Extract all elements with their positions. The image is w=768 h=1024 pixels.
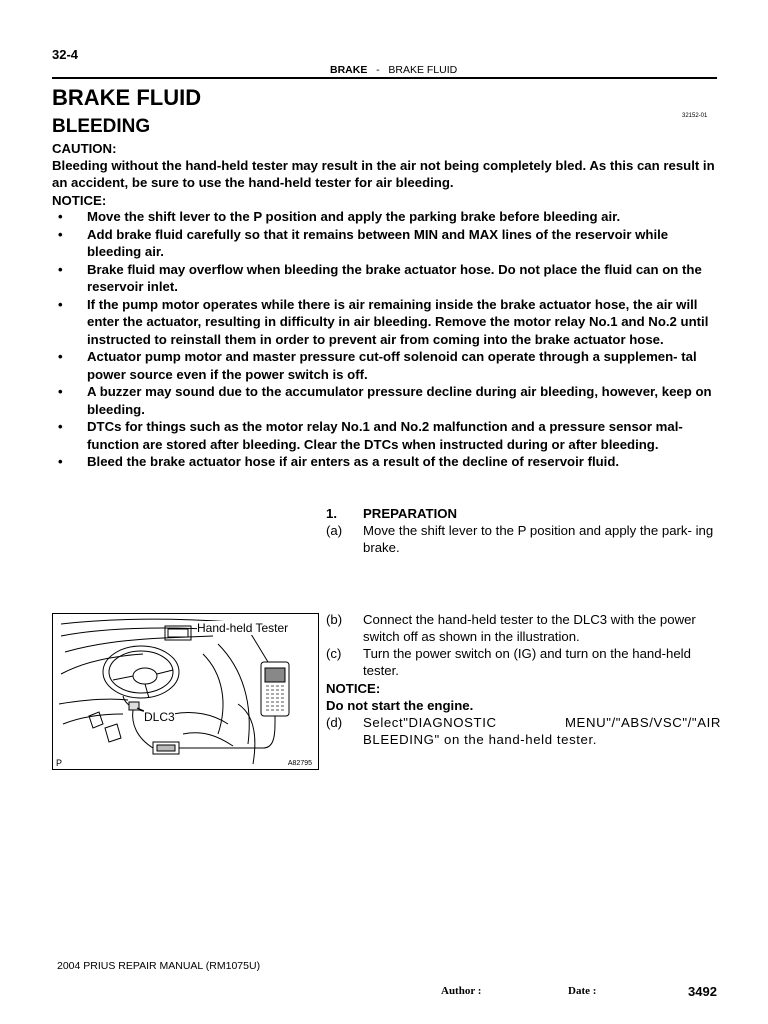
header-rule xyxy=(52,77,717,79)
step-notice-label: NOTICE: xyxy=(326,681,381,696)
figure-corner-mark: P xyxy=(56,758,63,768)
running-header xyxy=(330,64,457,76)
step-1-title: PREPARATION xyxy=(363,506,458,521)
page-title: BRAKE FLUID xyxy=(52,85,202,110)
step-d xyxy=(326,714,721,748)
header-section: BRAKE xyxy=(330,64,368,76)
dashboard-tester-drawing xyxy=(53,614,318,769)
step-1-number: 1. xyxy=(326,506,337,521)
header-subsection: BRAKE FLUID xyxy=(388,64,458,76)
caution-label: CAUTION: xyxy=(52,141,117,156)
step-d-label: (d) xyxy=(326,715,343,730)
caution-text: Bleeding without the hand-held tester may result in the air not being completely bled. As this can result in an accident, be sure to use the hand-held tester for air bleeding. xyxy=(52,158,715,190)
page-number: 32-4 xyxy=(52,47,79,62)
step-a xyxy=(326,522,721,556)
notice-item: • DTCs for things such as the motor relay No.1 and No.2 malfunction and a pressure sensor mal- function are stored after bleeding. Clear the DTCs when instructed during or after bleeding. xyxy=(52,418,720,453)
notice-list xyxy=(52,208,720,471)
step-b xyxy=(326,611,721,645)
header-separator: - xyxy=(376,64,380,76)
label-dlc3: DLC3 xyxy=(144,710,175,724)
step-b-text: Connect the hand-held tester to the DLC3 with the power switch off as shown in the illustration. xyxy=(363,612,696,644)
step-d-text: Select"DIAGNOSTIC MENU"/"ABS/VSC"/"AIR BLEEDING" on the hand-held tester. xyxy=(363,715,721,747)
figure-code: A82795 xyxy=(287,760,312,767)
notice-item: • Move the shift lever to the P position and apply the parking brake before bleeding air. xyxy=(52,208,720,226)
notice-item: • Add brake fluid carefully so that it remains between MIN and MAX lines of the reservoir while bleeding air. xyxy=(52,226,720,261)
illustration xyxy=(52,613,319,770)
notice-item: • Actuator pump motor and master pressure cut-off solenoid can operate through a supplemen- tal power source even if the power switch is off. xyxy=(52,348,720,383)
step-a-text: Move the shift lever to the P position and apply the park- ing brake. xyxy=(363,523,714,555)
footer-page-number: 3492 xyxy=(688,984,717,999)
notice-label: NOTICE: xyxy=(52,193,107,208)
step-notice-text: Do not start the engine. xyxy=(326,698,474,713)
step-c-text: Turn the power switch on (IG) and turn on the hand-held tester. xyxy=(363,646,691,678)
footer-manual: 2004 PRIUS REPAIR MANUAL (RM1075U) xyxy=(57,960,261,972)
notice-item: • A buzzer may sound due to the accumulator pressure decline during air bleeding, however, keep on bleeding. xyxy=(52,383,720,418)
step-c-label: (c) xyxy=(326,646,342,661)
footer-date-label: Date : xyxy=(568,985,597,997)
section-title: BLEEDING xyxy=(52,116,151,137)
notice-item: • Brake fluid may overflow when bleeding the brake actuator hose. Do not place the fluid can on the reservoir inlet. xyxy=(52,261,720,296)
step-a-label: (a) xyxy=(326,523,343,538)
notice-item: • If the pump motor operates while there is air remaining inside the brake actuator hose, the air will enter the actuator, resulting in difficulty in air bleeding. Remove the motor relay No.1 and No.2 until instructed to reinstall them in order to prevent air from coming into the brake actuator hose. xyxy=(52,296,720,349)
notice-item: • Bleed the brake actuator hose if air enters as a result of the decline of reservoir fluid. xyxy=(52,453,720,471)
step-b-label: (b) xyxy=(326,612,343,627)
label-hand-held-tester: Hand-held Tester xyxy=(197,621,289,635)
step-1 xyxy=(326,505,721,522)
doc-code: 32152-01 xyxy=(682,113,708,119)
footer-author-label: Author : xyxy=(441,985,482,997)
step-c xyxy=(326,645,721,679)
